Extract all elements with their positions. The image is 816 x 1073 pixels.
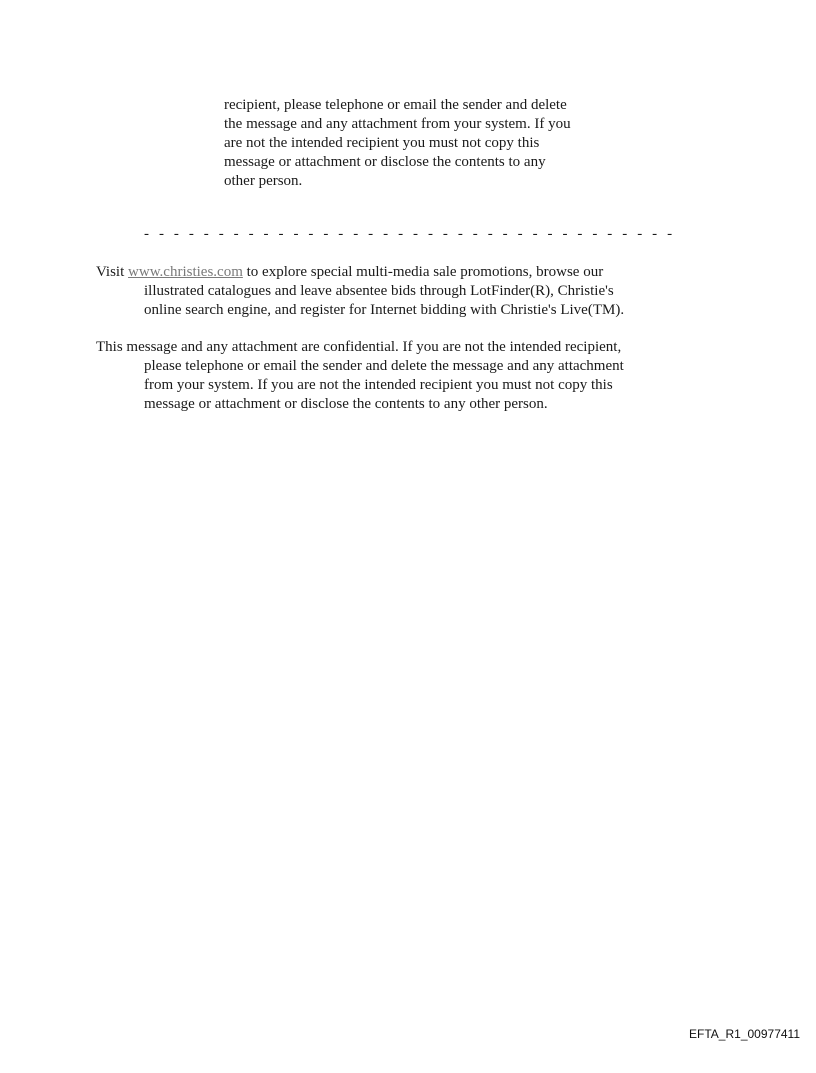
confidential-line: message or attachment or disclose the contents to any other person. bbox=[144, 396, 548, 412]
quoted-notice-line: are not the intended recipient you must not copy this bbox=[224, 135, 540, 151]
confidential-line: please telephone or email the sender and delete the message and any attachment bbox=[144, 358, 624, 374]
christies-link[interactable]: www.christies.com bbox=[128, 264, 243, 280]
quoted-notice-line: message or attachment or disclose the contents to any bbox=[224, 154, 546, 170]
confidentiality-paragraph bbox=[96, 338, 676, 414]
promo-prefix: Visit bbox=[96, 264, 129, 280]
promo-line bbox=[96, 263, 676, 282]
quoted-notice-line: other person. bbox=[224, 173, 303, 189]
quoted-confidentiality-notice bbox=[224, 96, 604, 191]
promo-line1-suffix: to explore special multi-media sale promotions, browse our bbox=[242, 264, 604, 280]
document-id-footer: EFTA_R1_00977411 bbox=[689, 1027, 800, 1041]
confidential-line: This message and any attachment are confidential. If you are not the intended recipient, bbox=[96, 339, 622, 355]
promo-paragraph bbox=[96, 263, 676, 320]
dashed-separator: - - - - - - - - - - - - - - - - - - - - - - - - - - - - - - - - - - - - bbox=[144, 226, 676, 242]
confidential-line: from your system. If you are not the intended recipient you must not copy this bbox=[144, 377, 613, 393]
quoted-notice-line: the message and any attachment from your system. If you bbox=[224, 116, 571, 132]
quoted-notice-line: recipient, please telephone or email the sender and delete bbox=[224, 97, 567, 113]
promo-line: online search engine, and register for Internet bidding with Christie's Live(TM). bbox=[144, 302, 625, 318]
promo-line: illustrated catalogues and leave absentee bids through LotFinder(R), Christie's bbox=[144, 283, 614, 299]
